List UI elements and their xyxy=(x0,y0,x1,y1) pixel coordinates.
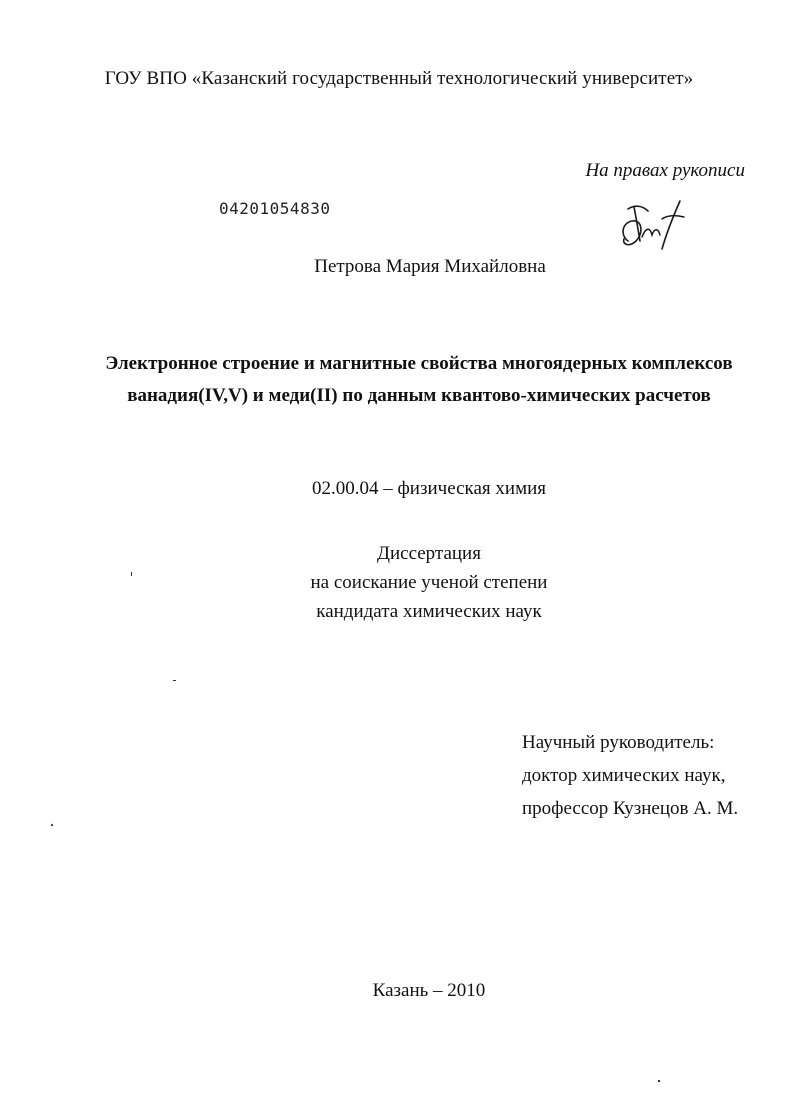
catalog-number: 04201054830 xyxy=(219,199,331,218)
supervisor-line-2: доктор химических наук, xyxy=(522,765,726,786)
degree-line-3: кандидата химических наук xyxy=(316,601,542,622)
supervisor-line-3: профессор Кузнецов А. М. xyxy=(522,798,739,819)
scan-speck xyxy=(173,680,176,681)
title-line-1: Электронное строение и магнитные свойства многоядерных комплексов xyxy=(105,353,733,374)
scan-speck xyxy=(51,824,54,827)
handwritten-signature xyxy=(614,197,690,257)
degree-line-2: на соискание ученой степени xyxy=(310,572,548,593)
specialty-code: 02.00.04 – физическая химия xyxy=(311,478,546,499)
city-year: Казань – 2010 xyxy=(372,980,486,1001)
degree-line-1: Диссертация xyxy=(377,543,481,564)
degree-statement xyxy=(0,539,798,626)
scan-speck xyxy=(658,1080,660,1082)
scan-speck xyxy=(131,572,132,576)
manuscript-rights-note: На правах рукописи xyxy=(585,160,745,181)
supervisor-line-1: Научный руководитель: xyxy=(522,732,715,753)
author-name: Петрова Мария Михайловна xyxy=(314,256,546,277)
dissertation-title xyxy=(0,348,798,412)
title-line-2: ванадия(IV,V) и меди(II) по данным квантово-химических расчетов xyxy=(127,385,711,406)
supervisor-info xyxy=(522,726,738,825)
institution-header: ГОУ ВПО «Казанский государственный технологический университет» xyxy=(104,68,694,89)
